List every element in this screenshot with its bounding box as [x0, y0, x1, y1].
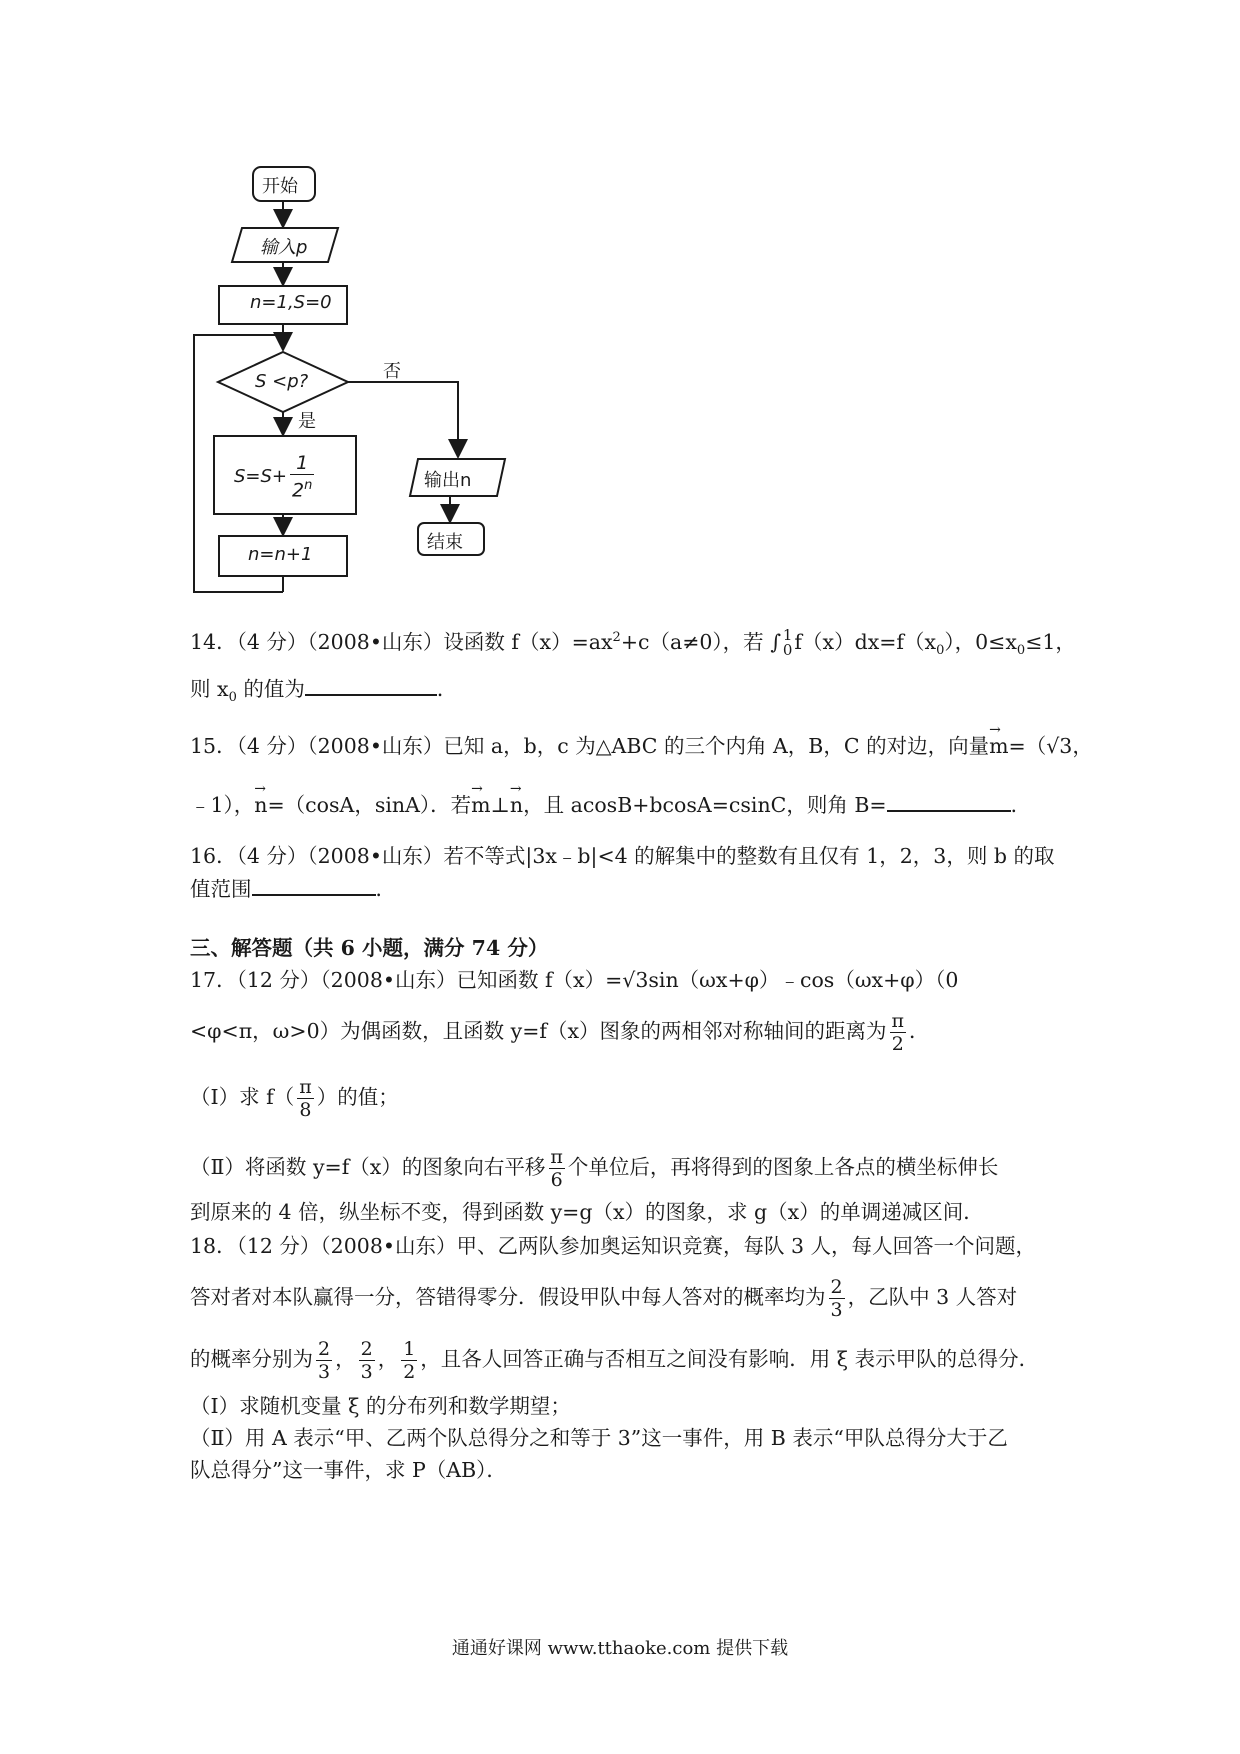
q16-l2end: ． — [375, 877, 396, 901]
input-label: 输入p — [260, 237, 308, 258]
q14-part1: 14．（4 分）（2008•山东）设函数 f（x）=ax — [190, 629, 613, 654]
no-label: 否 — [383, 361, 401, 382]
increment-label: n=n+1 — [248, 544, 313, 565]
q18-fraction-1 — [829, 1276, 845, 1321]
end-label: 结束 — [427, 532, 463, 553]
q14-line2 — [190, 674, 457, 712]
update-s-exp: n — [304, 478, 313, 493]
q18-f2num: 2 — [318, 1338, 331, 1360]
q17-p1den: 8 — [299, 1099, 312, 1121]
section3-heading: 三、解答题（共 6 小题，满分 74 分） — [190, 936, 549, 960]
q15-vec-n2: → n — [510, 791, 523, 819]
start-label: 开始 — [262, 176, 298, 197]
q18-l3a: 的概率分别为 — [190, 1347, 313, 1371]
update-s-label — [234, 452, 317, 501]
q16-answer-blank[interactable] — [252, 874, 376, 896]
q18-f1den: 3 — [830, 1299, 843, 1321]
q14-sub0b: 0 — [1016, 642, 1026, 658]
q14-line1 — [190, 624, 1076, 665]
q15-l1b: =（√3， — [1008, 734, 1093, 758]
q14-sup2: 2 — [612, 630, 621, 645]
q18-l2b: ，乙队中 3 人答对 — [847, 1285, 1018, 1309]
q17-part2-line2: 到原来的 4 倍，纵坐标不变，得到函数 y=g（x）的图象，求 g（x）的单调递减区间． — [190, 1200, 984, 1224]
q17-line1: 17．（12 分）（2008•山东）已知函数 f（x）=√3sin（ωx+φ）﹣cos（ωx+φ）（0 — [190, 968, 959, 992]
q17-part2 — [190, 1146, 998, 1191]
q15-vec-m: → m — [989, 732, 1008, 760]
condition-label: S <p? — [255, 371, 309, 392]
yes-label: 是 — [298, 411, 316, 432]
q15-perp: ⊥ — [490, 793, 510, 817]
q18-part1: （Ⅰ）求随机变量 ξ 的分布列和数学期望； — [190, 1394, 571, 1418]
q14-part3: f（x）dx=f（x — [794, 629, 937, 654]
q14-integral-bounds — [783, 628, 793, 658]
q17-fraction-pi2 — [890, 1010, 907, 1055]
q16-line1: 16．（4 分）（2008•山东）若不等式|3x﹣b|<4 的解集中的整数有且仅有 1，2，3，则 b 的取 — [190, 844, 1055, 868]
q14-line2sub: 0 — [228, 690, 237, 706]
q18-l2a: 答对者对本队赢得一分，答错得零分．假设甲队中每人答对的概率均为 — [190, 1285, 826, 1309]
q15-line2 — [190, 790, 1031, 819]
q14-part4: ），0≤x — [944, 629, 1017, 654]
q15-line1 — [190, 732, 1093, 760]
q18-f3num: 2 — [360, 1338, 373, 1360]
q17-p2num: π — [550, 1146, 563, 1168]
q17-p2den: 6 — [550, 1169, 563, 1191]
q14-part2: +c（a≠0），若 ∫ — [620, 629, 781, 654]
q14-part5: ≤1， — [1025, 629, 1076, 654]
q15-vec-m2: → m — [471, 791, 490, 819]
q17-fraction-pi8 — [297, 1076, 314, 1121]
q15-l1a: 15．（4 分）（2008•山东）已知 a，b，c 为△ABC 的三个内角 A，B，C 的对边，向量 — [190, 734, 990, 758]
q14-int-upper: 1 — [782, 626, 793, 645]
q14-line2b: 的值为 — [236, 677, 305, 701]
q15-answer-blank[interactable] — [887, 790, 1011, 812]
update-s-left: S=S+ — [234, 466, 288, 488]
q14-answer-blank[interactable] — [305, 674, 437, 696]
q17-l2a: <φ<π，ω>0）为偶函数，且函数 y=f（x）图象的两相邻对称轴间的距离为 — [190, 1019, 887, 1043]
q17-p1num: π — [299, 1076, 312, 1098]
q16-l2a: 值范围 — [190, 877, 252, 901]
q18-f2den: 3 — [318, 1361, 331, 1383]
q17-fraction-pi6 — [548, 1146, 565, 1191]
q17-l2end: ． — [909, 1019, 930, 1043]
q14-line2a: 则 x — [190, 677, 229, 701]
q17-p2a: （Ⅱ）将函数 y=f（x）的图象向右平移 — [190, 1155, 546, 1179]
q18-line3 — [190, 1338, 1039, 1383]
q18-f4num: 1 — [403, 1338, 416, 1360]
q18-fraction-4 — [401, 1338, 417, 1383]
q14-line2end: ． — [436, 677, 458, 701]
q16-line2 — [190, 874, 396, 903]
q17-p2b: 个单位后，再将得到的图象上各点的横坐标伸长 — [567, 1155, 999, 1179]
q18-line1: 18．（12 分）（2008•山东）甲、乙两队参加奥运知识竞赛，每队 3 人，每人回答一个问题， — [190, 1234, 1037, 1258]
q18-f3den: 3 — [360, 1361, 373, 1383]
q15-l2end: ． — [1010, 793, 1032, 817]
init-label: n=1,S=0 — [250, 292, 332, 313]
update-s-fraction — [290, 452, 314, 501]
q18-comma1: ， — [335, 1347, 356, 1371]
update-s-num: 1 — [296, 452, 309, 474]
q18-fraction-3 — [359, 1338, 375, 1383]
q17-l2num: π — [891, 1010, 905, 1032]
update-s-den — [290, 474, 314, 501]
q17-line2 — [190, 1010, 930, 1055]
q18-part2-line1: （Ⅱ）用 A 表示“甲、乙两个队总得分之和等于 3”这一事件，用 B 表示“甲队总得分大于乙 — [190, 1426, 1008, 1450]
q18-line2 — [190, 1276, 1017, 1321]
q15-l2b: =（cosA，sinA）．若 — [267, 793, 472, 817]
q17-part1 — [190, 1076, 399, 1121]
q17-p1a: （Ⅰ）求 f（ — [190, 1085, 295, 1109]
q18-l3b: ，且各人回答正确与否相互之间没有影响．用 ξ 表示甲队的总得分． — [420, 1347, 1040, 1371]
q18-f1num: 2 — [830, 1276, 843, 1298]
q15-vec-n: → n — [254, 791, 267, 819]
flowchart — [0, 0, 1240, 620]
q14-sub0: 0 — [936, 642, 945, 658]
update-s-den-base: 2 — [292, 479, 305, 502]
q18-part2-line2: 队总得分”这一事件，求 P（AB）． — [190, 1458, 507, 1482]
q15-l2c: ，且 acosB+bcosA=csinC，则角 B= — [523, 793, 887, 817]
q15-l2a: ﹣1）， — [190, 793, 255, 817]
q14-int-lower: 0 — [782, 641, 793, 660]
q17-p1b: ）的值； — [316, 1085, 399, 1109]
q18-f4den: 2 — [403, 1361, 416, 1383]
q17-l2den: 2 — [891, 1033, 904, 1055]
q18-fraction-2 — [316, 1338, 332, 1383]
footer-text: 通通好课网 www.tthaoke.com 提供下载 — [451, 1638, 789, 1659]
q18-comma2: ， — [377, 1347, 399, 1371]
output-label: 输出n — [424, 470, 472, 491]
